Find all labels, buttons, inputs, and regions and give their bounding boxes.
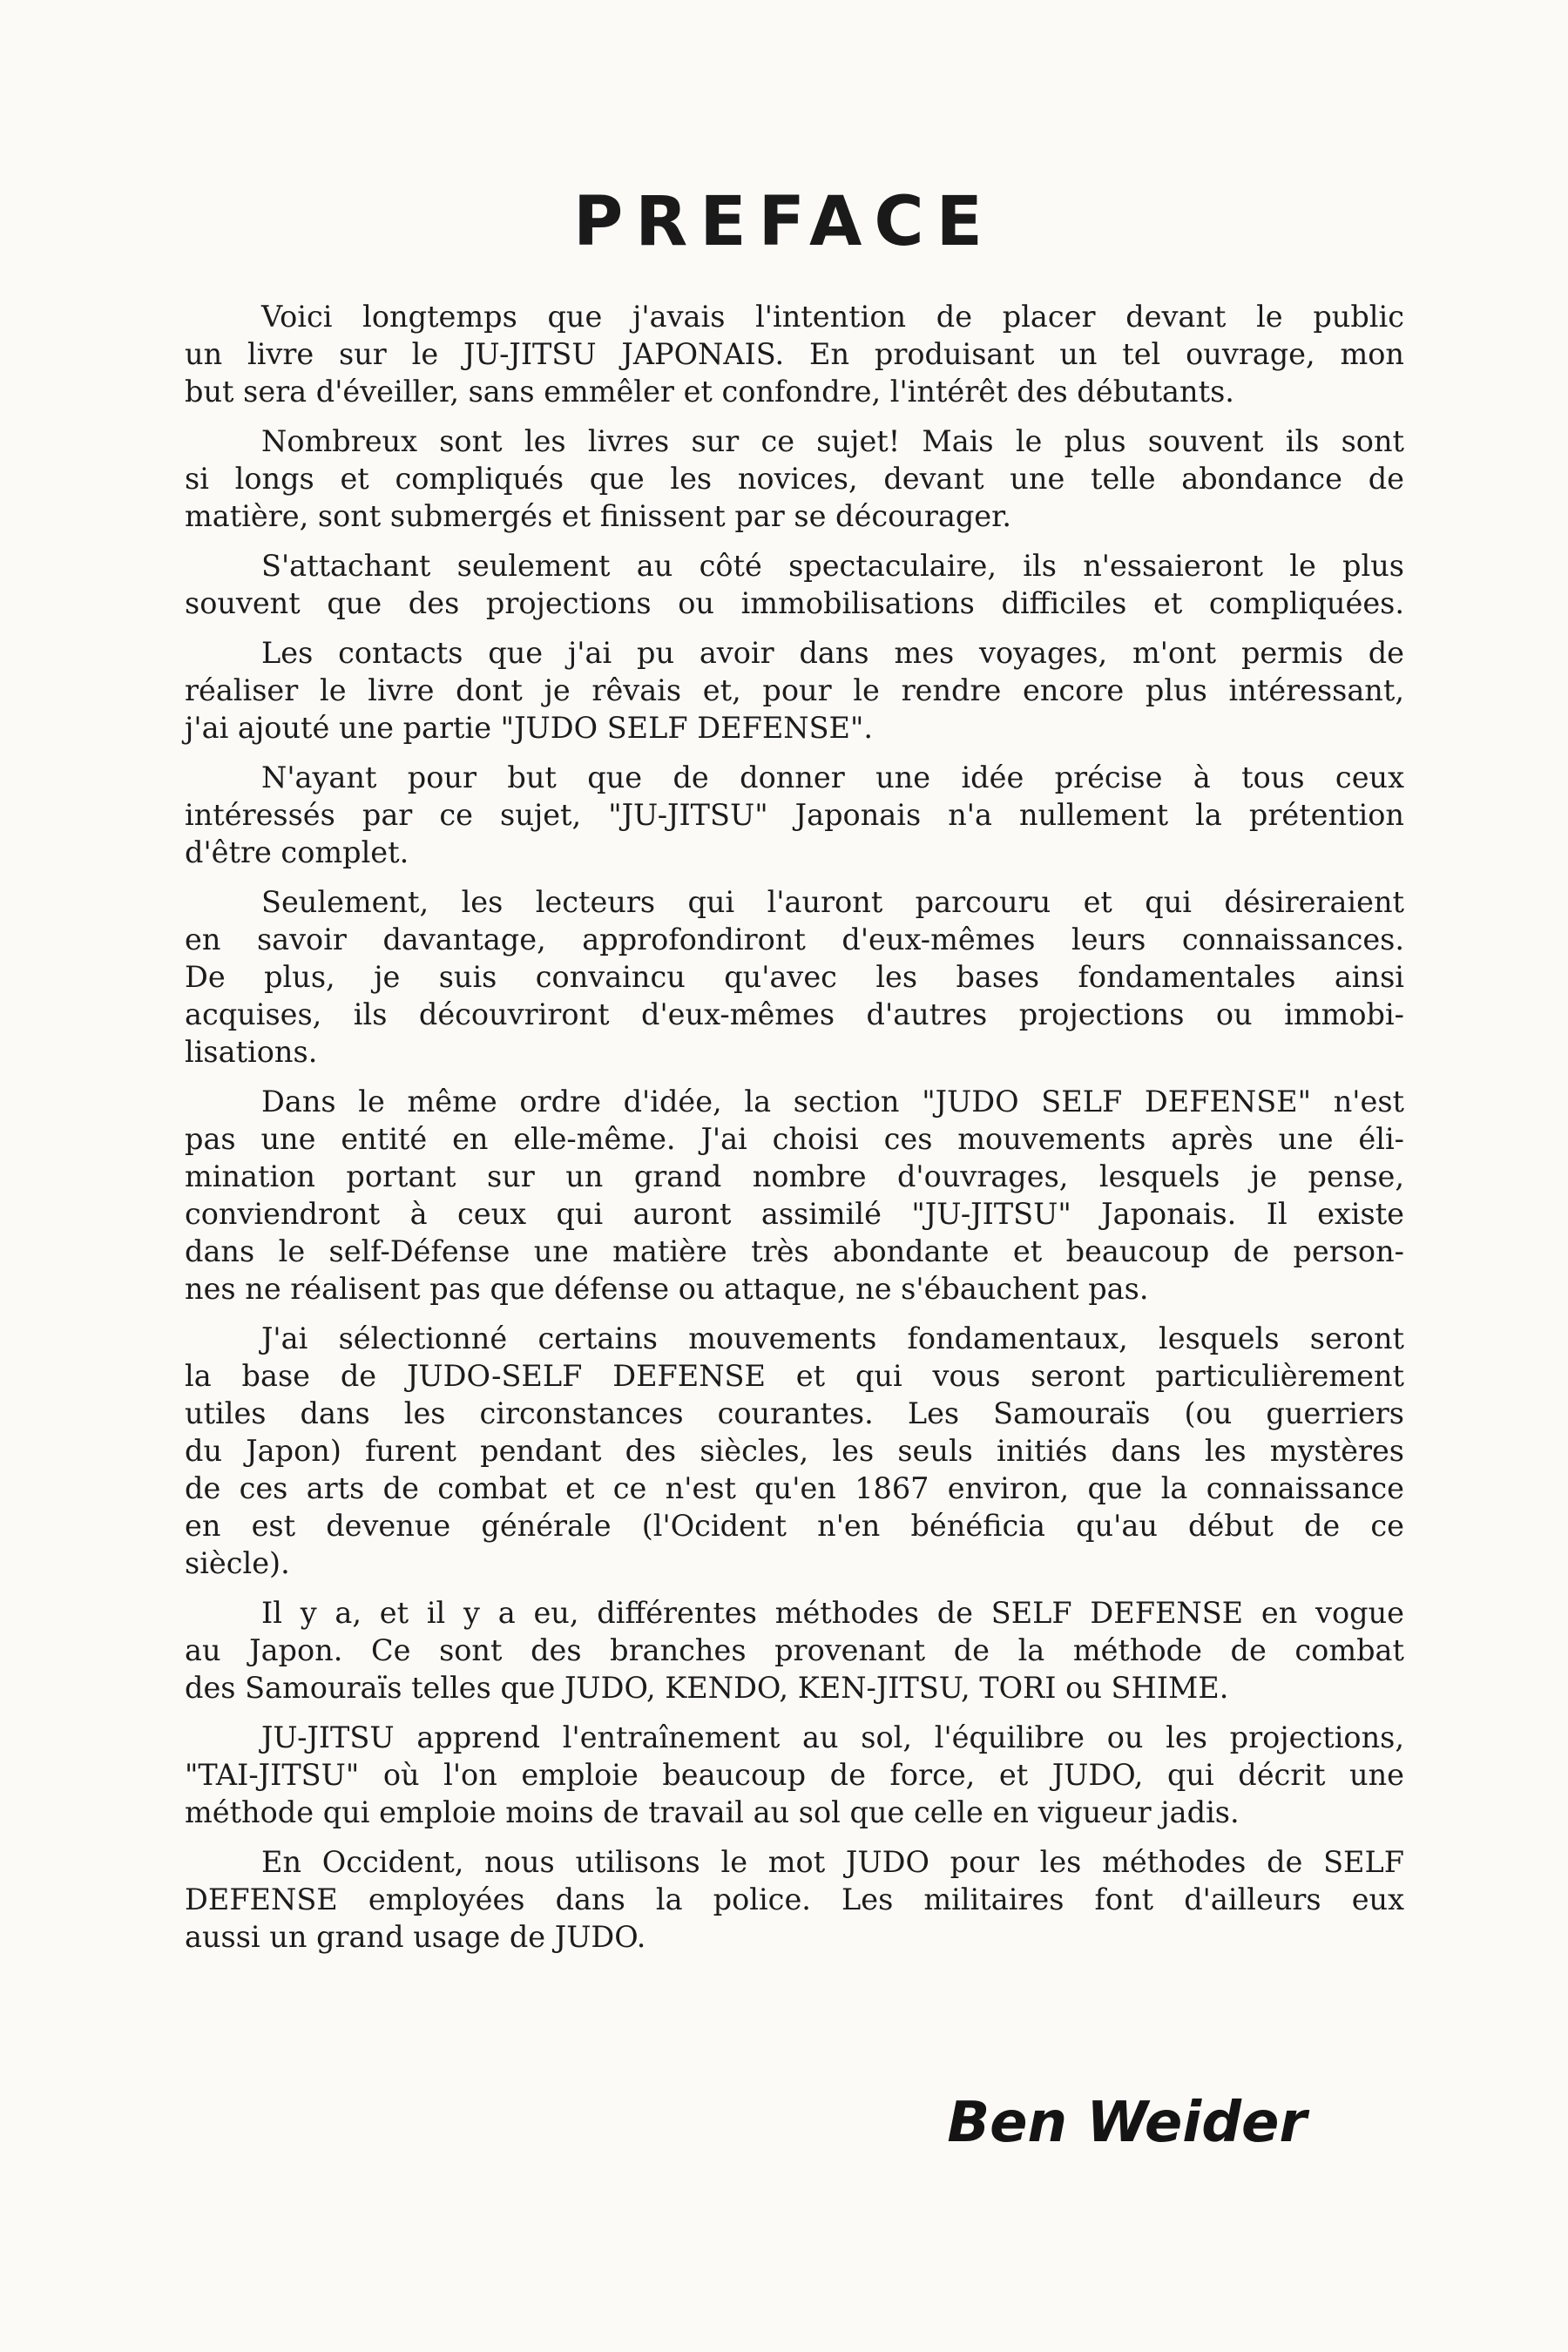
- text-line: aussi un grand usage de JUDO.: [185, 1920, 646, 1954]
- text-line: j'ai ajouté une partie "JUDO SELF DEFENSE".: [185, 711, 874, 745]
- text-line: du Japon) furent pendant des siècles, les seuls initiés dans les mystères: [185, 1434, 1404, 1468]
- paragraph: [185, 759, 1404, 871]
- text-line: méthode qui emploie moins de travail au sol que celle en vigueur jadis.: [185, 1795, 1240, 1829]
- paragraph: [185, 634, 1404, 747]
- text-line: mination portant sur un grand nombre d'ouvrages, lesquels je pense,: [185, 1159, 1404, 1193]
- text-line: De plus, je suis convaincu qu'avec les bases fondamentales ainsi: [185, 960, 1404, 994]
- paragraph: [185, 1320, 1404, 1582]
- text-line: En Occident, nous utilisons le mot JUDO pour les méthodes de SELF: [261, 1845, 1404, 1879]
- text-line: Les contacts que j'ai pu avoir dans mes voyages, m'ont permis de: [261, 636, 1404, 670]
- text-line: souvent que des projections ou immobilisations difficiles et compliquées.: [185, 586, 1404, 620]
- text-line: siècle).: [185, 1546, 290, 1580]
- preface-body: [185, 298, 1404, 1968]
- paragraph: [185, 1083, 1404, 1308]
- text-line: "TAI-JITSU" où l'on emploie beaucoup de force, et JUDO, qui décrit une: [185, 1758, 1404, 1792]
- text-line: si longs et compliqués que les novices, devant une telle abondance de: [185, 462, 1404, 496]
- paragraph: [185, 547, 1404, 622]
- author-signature: Ben Weider: [947, 2091, 1307, 2155]
- paragraph: [185, 298, 1404, 410]
- text-line: nes ne réalisent pas que défense ou attaque, ne s'ébauchent pas.: [185, 1272, 1149, 1306]
- text-line: au Japon. Ce sont des branches provenant de la méthode de combat: [185, 1633, 1404, 1667]
- paragraph: [185, 1843, 1404, 1956]
- text-line: matière, sont submergés et finissent par se décourager.: [185, 499, 1012, 533]
- text-line: réaliser le livre dont je rêvais et, pour le rendre encore plus intéressant,: [185, 673, 1404, 707]
- text-line: S'attachant seulement au côté spectaculaire, ils n'essaieront le plus: [261, 549, 1404, 583]
- page-title: PREFACE: [573, 183, 995, 261]
- text-line: des Samouraïs telles que JUDO, KENDO, KEN-JITSU, TORI ou SHIME.: [185, 1671, 1229, 1705]
- paragraph: [185, 1719, 1404, 1831]
- text-line: conviendront à ceux qui auront assimilé "JU-JITSU" Japonais. Il existe: [185, 1197, 1404, 1231]
- text-line: DEFENSE employées dans la police. Les militaires font d'ailleurs eux: [185, 1882, 1404, 1916]
- text-line: J'ai sélectionné certains mouvements fondamentaux, lesquels seront: [261, 1321, 1404, 1355]
- text-line: un livre sur le JU-JITSU JAPONAIS. En produisant un tel ouvrage, mon: [185, 337, 1404, 371]
- paragraph: [185, 1594, 1404, 1707]
- text-line: en savoir davantage, approfondiront d'eux-mêmes leurs connaissances.: [185, 923, 1404, 956]
- text-line: but sera d'éveiller, sans emmêler et confondre, l'intérêt des débutants.: [185, 375, 1234, 409]
- text-line: de ces arts de combat et ce n'est qu'en 1867 environ, que la connaissance: [185, 1471, 1404, 1505]
- text-line: dans le self-Défense une matière très abondante et beaucoup de person-: [185, 1234, 1404, 1268]
- text-line: Dans le même ordre d'idée, la section "JUDO SELF DEFENSE" n'est: [261, 1085, 1404, 1119]
- text-line: Nombreux sont les livres sur ce sujet! Mais le plus souvent ils sont: [261, 424, 1404, 458]
- text-line: Seulement, les lecteurs qui l'auront parcouru et qui désireraient: [261, 885, 1404, 919]
- paragraph: [185, 422, 1404, 535]
- text-line: en est devenue générale (l'Ocident n'en bénéficia qu'au début de ce: [185, 1509, 1404, 1543]
- text-line: d'être complet.: [185, 835, 409, 869]
- text-line: acquises, ils découvriront d'eux-mêmes d'autres projections ou immobi-: [185, 997, 1404, 1031]
- text-line: la base de JUDO-SELF DEFENSE et qui vous seront particulièrement: [185, 1359, 1404, 1393]
- paragraph: [185, 883, 1404, 1071]
- text-line: JU-JITSU apprend l'entraînement au sol, l'équilibre ou les projections,: [261, 1720, 1404, 1754]
- text-line: Voici longtemps que j'avais l'intention de placer devant le public: [261, 300, 1404, 334]
- text-line: Il y a, et il y a eu, différentes méthodes de SELF DEFENSE en vogue: [261, 1596, 1404, 1630]
- text-line: utiles dans les circonstances courantes. Les Samouraïs (ou guerriers: [185, 1396, 1404, 1430]
- text-line: intéressés par ce sujet, "JU-JITSU" Japonais n'a nullement la prétention: [185, 798, 1404, 832]
- text-line: pas une entité en elle-même. J'ai choisi ces mouvements après une éli-: [185, 1122, 1404, 1156]
- text-line: lisations.: [185, 1035, 318, 1069]
- text-line: N'ayant pour but que de donner une idée précise à tous ceux: [261, 760, 1404, 794]
